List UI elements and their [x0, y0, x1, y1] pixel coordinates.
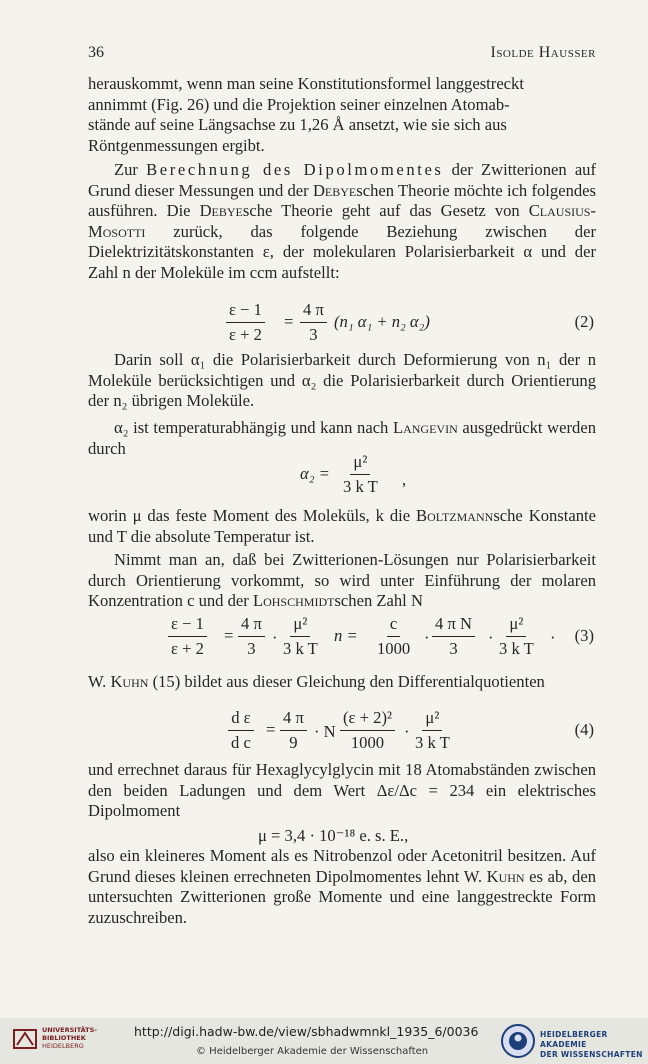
paragraph-8: und errechnet daraus für Hexaglycylglycin mit 18 Atomabständen zwischen den beiden Ladungen und dem Wert Δε/Δc = 234 ein elektrisches Dipolmoment	[88, 760, 596, 821]
source-url-link[interactable]: http://digi.hadw-bw.de/view/sbhadwmnkl_1935_6/0036	[134, 1024, 479, 1039]
name-debye: Debye	[312, 180, 357, 200]
paragraph-4: α₂ ist temperaturabhängig und kann nach Langevin ausgedrückt werden durch	[88, 418, 596, 458]
paragraph-7: W. Kuhn (15) bildet aus dieser Gleichung den Differentialquotienten	[88, 672, 545, 691]
fraction: $\frac{\text{μ²}}{\text{3 k T}}$	[343, 452, 378, 496]
paragraph-1	[88, 74, 596, 156]
fraction: $\frac{\text{(ε + 2)²}}{1000}$	[340, 708, 395, 753]
name-langevin: Langevin	[392, 418, 458, 437]
name-kuhn: Kuhn	[110, 672, 149, 691]
equation-4: $\frac{\text{d ε}}{\text{d c}}$ = $\frac{4 \pi}{9}$ · N $\frac{\text{(ε + 2)²}}{1000}$ · $\frac{\text{μ²}}{\text{3 k T}}$ (4)	[88, 708, 596, 752]
spaced-heading: Berechnung des Dipolmomentes	[146, 160, 444, 179]
library-name: UNIVERSITÄTS- BIBLIOTHEK HEIDELBERG	[42, 1026, 97, 1050]
fraction: $\frac{4 \pi}{3}$	[300, 300, 327, 345]
text-line: herauskommt, wenn man seine Konstitutionsformel langgestreckt	[88, 74, 524, 93]
paragraph-9: also ein kleineres Moment als es Nitrobenzol oder Acetonitril besitzen. Auf Grund dieses kleinen errechneten Dipolmomentes lehnt W. Kuhn es ab, den untersuchten Zwitterionen große Momente und eine langgestreckte Form zuzuschreiben.	[88, 846, 596, 927]
running-author: Isolde Hausser	[490, 44, 596, 61]
fraction: $\frac{\text{d ε}}{\text{d c}}$	[228, 708, 254, 753]
equation-number: (2)	[574, 312, 594, 331]
academy-seal-icon	[500, 1023, 536, 1059]
equation-number: (4)	[574, 720, 594, 739]
equation-2: $\frac{\varepsilon - 1}{\varepsilon + 2}$ = $\frac{4 \pi}{3}$ (n₁ α₁ + n₂ α₂) (2)	[88, 300, 596, 344]
text-line: Röntgenmessungen ergibt.	[88, 135, 265, 155]
equation-number: (3)	[574, 626, 594, 645]
name-lohschmidt: Lohschmidt	[252, 591, 335, 611]
name-kuhn: Kuhn	[486, 866, 525, 886]
paragraph-5: worin μ das feste Moment des Moleküls, k die Boltzmannsche Konstante und T die absolute Temperatur ist.	[88, 506, 596, 546]
fraction: $\frac{\varepsilon - 1}{\varepsilon + 2}$	[168, 614, 207, 659]
name-debye: Debye	[199, 201, 243, 221]
text-line: stände auf seine Längsachse zu 1,26 Å ansetzt, wie sie sich aus	[88, 115, 507, 135]
fraction: $\frac{\text{μ²}}{\text{3 k T}}$	[415, 708, 450, 752]
academy-name: HEIDELBERGER AKADEMIE DER WISSENSCHAFTEN	[540, 1030, 643, 1059]
paragraph-3: Darin soll α₁ die Polarisierbarkeit durch Deformierung von n₁ der n Moleküle berücksichtigen und α₂ die Polarisierbarkeit durch Orientierung der n₂ übrigen Moleküle.	[88, 350, 596, 411]
equation-alpha2: α₂ = $\frac{\text{μ²}}{\text{3 k T}}$ ,	[300, 452, 407, 496]
paragraph-6: Nimmt man an, daß bei Zwitterionen-Lösungen nur Polarisierbarkeit durch Orientierung vorkommt, so wird unter Einführung der molaren Konzentration c und der Lohschmidtschen Zahl N	[88, 550, 596, 611]
fraction: $\frac{\text{4 π N}}{3}$	[432, 614, 475, 659]
equation-3: $\frac{\varepsilon - 1}{\varepsilon + 2}$ = $\frac{4 \pi}{3}$ · $\frac{\text{μ²}}{\text{3 k T}}$ n = $\frac{c}{1000}$ · $\frac{\text{4 π N}}{3}$ · $\frac{\text{μ²}}{\text{3 k T}}$ · (3)	[88, 614, 596, 658]
copyright-text: © Heidelberger Akademie der Wissenschaften	[196, 1046, 429, 1057]
paragraph-2: Zur Berechnung des Dipolmomentes der Zwitterionen auf Grund dieser Messungen und der Debyeschen Theorie möchte ich folgendes ausführen. Die Debyesche Theorie geht auf das Gesetz von Clausius-Mosotti zurück, das folgende Beziehung zwischen der Dielektrizitätskonstanten ε, der molekularen Polarisierbarkeit α und der Zahl n der Moleküle im ccm aufstellt:	[88, 160, 597, 282]
name-boltzmann: Boltzmann	[416, 506, 494, 525]
fraction: $\frac{\text{μ²}}{\text{3 k T}}$	[499, 614, 534, 658]
name-clausius-mosotti: Clausius-Mosotti	[88, 201, 596, 241]
library-logo-icon	[12, 1026, 38, 1052]
fraction: $\frac{c}{1000}$	[377, 614, 411, 658]
page-number: 36	[88, 44, 104, 61]
fraction: $\frac{4 \pi}{3}$	[238, 614, 265, 659]
fraction: $\frac{4 \pi}{9}$	[280, 708, 307, 753]
text-line: annimmt (Fig. 26) und die Projektion seiner einzelnen Atomab-	[88, 94, 510, 114]
footer-bar	[0, 1018, 648, 1064]
page: 36 Isolde Hausser herauskommt, wenn man seine Konstitutionsformel langgestreckt annimmt (Fig. 26) und die Projektion seiner einzelnen Atomab- stände auf seine Längsachse zu 1,26 Å ansetzt, wie sie sich aus Röntgenmessungen ergibt. Zur Berechnung des Dipolmomentes der Zwitterionen auf Grund dieser Messungen und der Debyeschen Theorie möchte ich folgendes ausführen. Die Debyesche Theorie geht auf das Gesetz von Clausius-Mosotti zurück, das folgende Beziehung zwischen der Dielektrizitätskonstanten ε, der molekularen Polarisierbarkeit α und der Zahl n der Moleküle im ccm aufstellt: $\frac{\varepsilon - 1}{\varepsilon + 2}$ = $\frac{4 \pi}{3}$ (n₁ α₁ + n₂ α₂) (2) Darin soll α₁ die Polarisierbarkeit durch Deformierung von n₁ der n Moleküle berücksichtigen und α₂ die Polarisierbarkeit durch Orientierung der n₂ übrigen Moleküle. α₂ ist temperaturabhängig und kann nach Langevin ausgedrückt werden durch α₂ = $\frac{\text{μ²}}{\text{3 k T}}$ , worin μ das feste Moment des Moleküls, k die Boltzmannsche Konstante und T die absolute Temperatur ist. Nimmt man an, daß bei Zwitterionen-Lösungen nur Polarisierbarkeit durch Orientierung vorkommt, so wird unter Einführung der molaren Konzentration c und der Lohschmidtschen Zahl N $\frac{\varepsilon - 1}{\varepsilon + 2}$ = $\frac{4 \pi}{3}$ · $\frac{\text{μ²}}{\text{3 k T}}$ n = $\frac{c}{1000}$ · $\frac{\text{4 π N}}{3}$ · $\frac{\text{μ²}}{\text{3 k T}}$ · (3) W. Kuhn (15) bildet aus dieser Gleichung den Differentialquotienten $\frac{\text{d ε}}{\text{d c}}$ = $\frac{4 \pi}{9}$ · N $\frac{\text{(ε + 2)²}}{1000}$ · $\frac{\text{μ²}}{\text{3 k T}}$ (4) und errechnet daraus für Hexaglycylglycin mit 18 Atomabständen zwischen den beiden Ladungen und dem Wert Δε/Δc = 234 ein elektrisches Dipolmoment μ = 3,4 · 10⁻¹⁸ e. s. E., also ein kleineres Moment als es Nitrobenzol oder Acetonitril besitzen. Auf Grund dieses kleinen errechneten Dipolmomentes lehnt W. Kuhn es ab, den untersuchten Zwitterionen große Momente und eine langgestreckte Form zuzuschreiben.	[0, 0, 648, 1018]
fraction: $\frac{\varepsilon - 1}{\varepsilon + 2}$	[226, 300, 265, 345]
fraction: $\frac{\text{μ²}}{\text{3 k T}}$	[283, 614, 318, 658]
